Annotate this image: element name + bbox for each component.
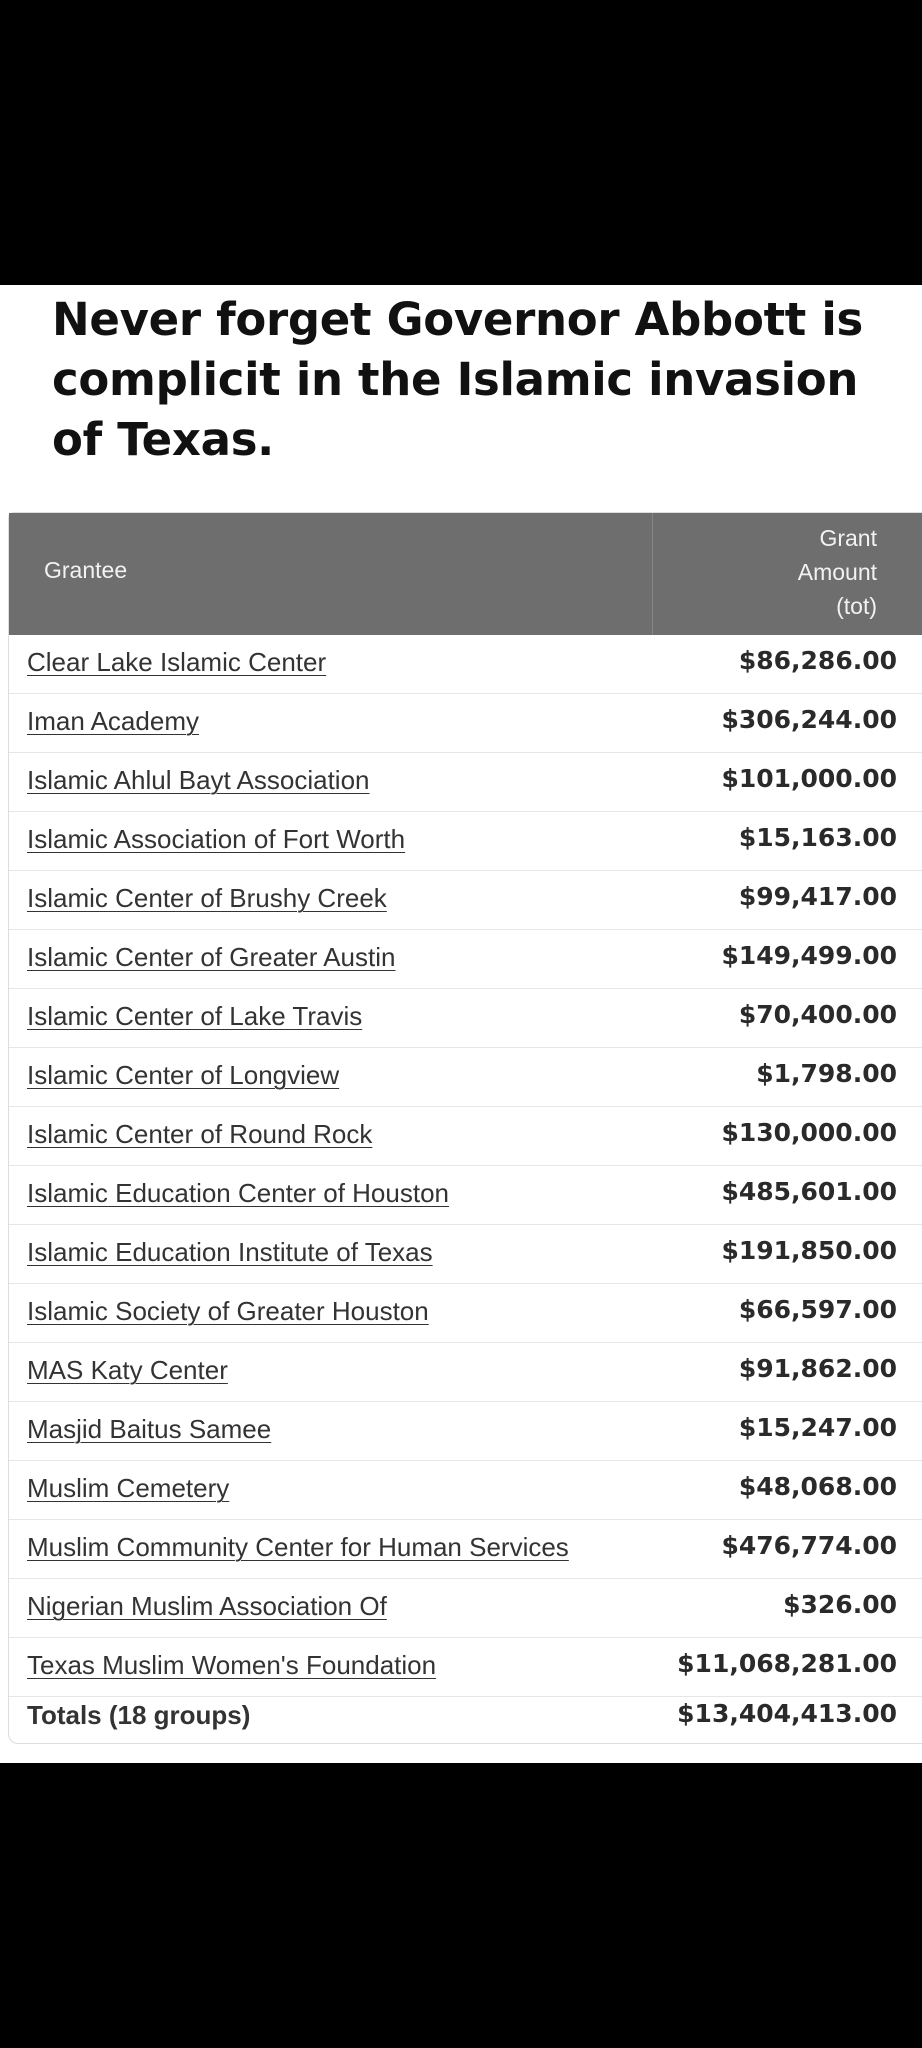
table-body [9, 635, 922, 1697]
grant-amount: $130,000.00 [721, 1118, 897, 1147]
table-row [9, 812, 922, 871]
grant-amount: $15,163.00 [738, 823, 897, 852]
grant-amount: $99,417.00 [738, 882, 897, 911]
table-row [9, 1225, 922, 1284]
table-row [9, 1343, 922, 1402]
grantee-link[interactable]: Islamic Center of Brushy Creek [27, 883, 387, 913]
grant-amount: $15,247.00 [738, 1413, 897, 1442]
grant-amount: $70,400.00 [738, 1000, 897, 1029]
grant-amount: $485,601.00 [721, 1177, 897, 1206]
table-row [9, 1107, 922, 1166]
grant-amount: $476,774.00 [721, 1531, 897, 1560]
grant-amount: $86,286.00 [738, 646, 897, 675]
table-row [9, 1461, 922, 1520]
table-row [9, 930, 922, 989]
amount-column-header [677, 521, 877, 623]
grantee-link[interactable]: MAS Katy Center [27, 1355, 228, 1385]
table-row [9, 753, 922, 812]
grantee-link[interactable]: Nigerian Muslim Association Of [27, 1591, 387, 1621]
grant-amount: $306,244.00 [721, 705, 897, 734]
table-row [9, 1520, 922, 1579]
grantee-link[interactable]: Masjid Baitus Samee [27, 1414, 272, 1444]
grantee-link[interactable]: Islamic Center of Lake Travis [27, 1001, 363, 1031]
totals-row [9, 1694, 922, 1742]
grantee-link[interactable]: Muslim Cemetery [27, 1473, 230, 1503]
header-divider [652, 513, 653, 635]
table-row [9, 1284, 922, 1343]
grantee-link[interactable]: Islamic Center of Greater Austin [27, 942, 396, 972]
grantee-column-header: Grantee [44, 557, 128, 583]
grantee-link[interactable]: Texas Muslim Women's Foundation [27, 1650, 437, 1680]
grantee-link[interactable]: Clear Lake Islamic Center [27, 647, 327, 677]
amount-header-line: Grant [819, 525, 877, 551]
grantee-link[interactable]: Islamic Association of Fort Worth [27, 824, 406, 854]
grantee-link[interactable]: Islamic Education Center of Houston [27, 1178, 449, 1208]
totals-label: Totals (18 groups) [27, 1700, 251, 1730]
amount-header-line: (tot) [836, 593, 877, 619]
grantee-link[interactable]: Islamic Education Institute of Texas [27, 1237, 433, 1267]
amount-header-line: Amount [797, 559, 877, 585]
grant-amount: $191,850.00 [721, 1236, 897, 1265]
grantee-link[interactable]: Muslim Community Center for Human Services [27, 1532, 569, 1562]
table-row [9, 694, 922, 753]
bottom-black-bar [0, 1763, 922, 2048]
grant-amount: $1,798.00 [756, 1059, 897, 1088]
grantee-link[interactable]: Islamic Center of Round Rock [27, 1119, 373, 1149]
table-row [9, 871, 922, 930]
table-row [9, 1166, 922, 1225]
grantee-link[interactable]: Islamic Center of Longview [27, 1060, 340, 1090]
totals-amount: $13,404,413.00 [677, 1699, 897, 1728]
table-row [9, 1048, 922, 1107]
table-row [9, 989, 922, 1048]
top-black-bar [0, 0, 922, 285]
grant-amount: $91,862.00 [738, 1354, 897, 1383]
table-row [9, 1638, 922, 1697]
grant-amount: $11,068,281.00 [677, 1649, 897, 1678]
table-row [9, 635, 922, 694]
grant-amount: $101,000.00 [721, 764, 897, 793]
grant-amount: $149,499.00 [721, 941, 897, 970]
grant-amount: $66,597.00 [738, 1295, 897, 1324]
table-header [9, 513, 922, 635]
grant-amount: $48,068.00 [738, 1472, 897, 1501]
grantee-link[interactable]: Islamic Society of Greater Houston [27, 1296, 429, 1326]
grantee-link[interactable]: Islamic Ahlul Bayt Association [27, 765, 370, 795]
post-headline: Never forget Governor Abbott is complicit in the Islamic invasion of Texas. [52, 293, 863, 466]
grantee-link[interactable]: Iman Academy [27, 706, 199, 736]
table-row [9, 1579, 922, 1638]
grant-amount: $326.00 [783, 1590, 897, 1619]
table-row [9, 1402, 922, 1461]
